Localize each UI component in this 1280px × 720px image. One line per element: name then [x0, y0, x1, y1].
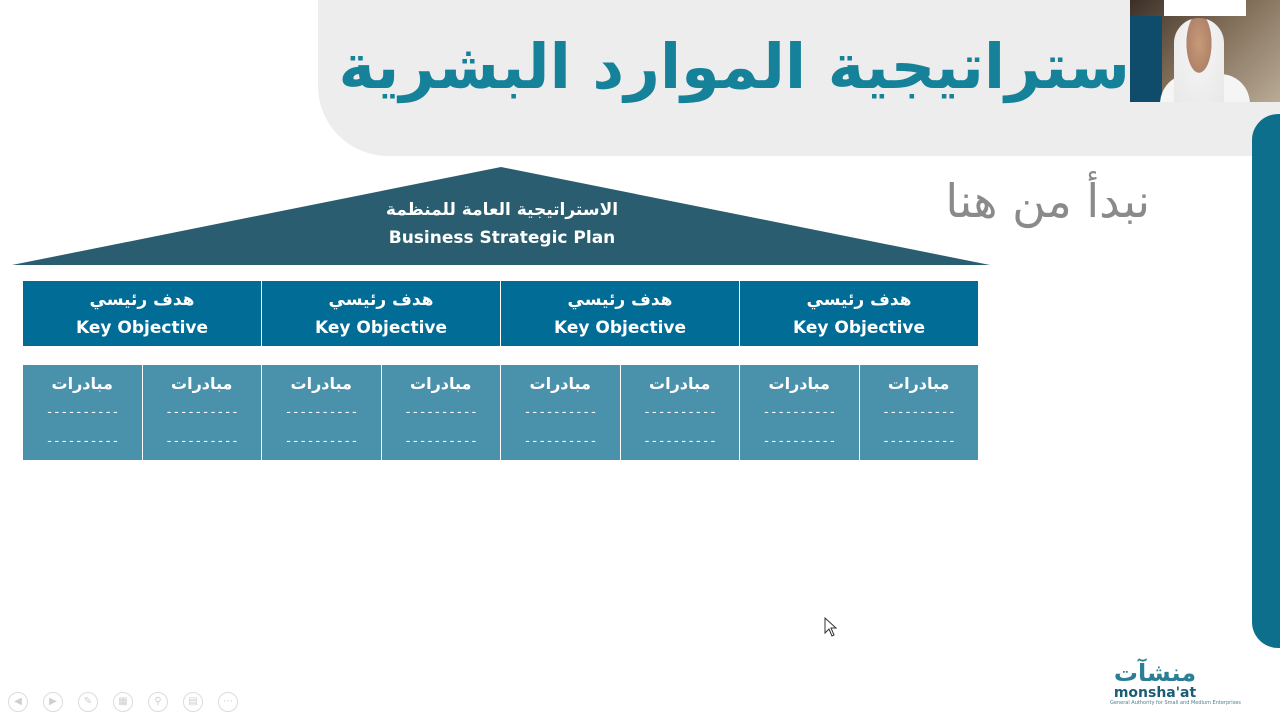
webcam-top-bar — [1164, 0, 1246, 16]
initiative-placeholder-line: ---------- — [165, 434, 239, 449]
logo-tagline: General Authority for Small and Medium Enterprises — [1110, 700, 1241, 706]
objective-label-english: Key Objective — [75, 317, 209, 338]
initiative-cell — [500, 365, 620, 460]
roof-label-arabic: الاستراتيجية العامة للمنظمة — [385, 200, 619, 220]
pen-icon[interactable]: ✎ — [78, 692, 98, 712]
initiatives-row — [23, 365, 978, 460]
initiative-label: مبادرات — [649, 374, 711, 393]
slide-subtitle: نبدأ من هنا — [945, 174, 1150, 228]
monshaat-logo — [1110, 659, 1241, 712]
initiative-label: مبادرات — [171, 374, 233, 393]
previous-icon[interactable]: ◀ — [8, 692, 28, 712]
next-icon[interactable]: ▶ — [43, 692, 63, 712]
initiative-placeholder-line: ---------- — [882, 405, 956, 420]
initiative-label: مبادرات — [888, 374, 950, 393]
initiative-placeholder-line: ---------- — [762, 405, 836, 420]
slides-icon[interactable]: ▦ — [113, 692, 133, 712]
initiative-placeholder-line: ---------- — [284, 434, 358, 449]
initiative-placeholder-line: ---------- — [762, 434, 836, 449]
initiative-placeholder-line: ---------- — [165, 405, 239, 420]
objective-label-english: Key Objective — [553, 317, 687, 338]
side-accent-bar — [1252, 114, 1280, 648]
presenter-video — [1174, 18, 1224, 102]
objective-label-arabic: هدف رئيسي — [806, 289, 912, 310]
initiative-placeholder-line: ---------- — [404, 405, 478, 420]
initiative-cell — [261, 365, 381, 460]
initiative-label: مبادرات — [768, 374, 830, 393]
initiative-placeholder-line: ---------- — [45, 405, 119, 420]
slide-title: ستراتيجية الموارد البشرية — [338, 30, 1130, 103]
initiative-label: مبادرات — [529, 374, 591, 393]
objective-cell — [500, 281, 739, 346]
initiative-label: مبادرات — [51, 374, 113, 393]
initiative-placeholder-line: ---------- — [523, 434, 597, 449]
initiative-cell — [739, 365, 859, 460]
objective-cell — [739, 281, 978, 346]
objective-label-english: Key Objective — [314, 317, 448, 338]
initiative-placeholder-line: ---------- — [882, 434, 956, 449]
objective-label-arabic: هدف رئيسي — [89, 289, 195, 310]
initiative-cell — [23, 365, 142, 460]
initiative-placeholder-line: ---------- — [523, 405, 597, 420]
objective-cell — [23, 281, 261, 346]
zoom-icon[interactable]: ⚲ — [148, 692, 168, 712]
initiative-placeholder-line: ---------- — [643, 434, 717, 449]
initiative-placeholder-line: ---------- — [284, 405, 358, 420]
objective-label-arabic: هدف رئيسي — [567, 289, 673, 310]
initiative-cell — [142, 365, 262, 460]
webcam-background-poster — [1130, 16, 1162, 102]
objective-label-arabic: هدف رئيسي — [328, 289, 434, 310]
mouse-cursor-icon — [824, 617, 838, 637]
objectives-row — [23, 281, 978, 346]
roof-label — [300, 196, 704, 252]
objective-label-english: Key Objective — [792, 317, 926, 338]
subtitles-icon[interactable]: ▤ — [183, 692, 203, 712]
more-icon[interactable]: ⋯ — [218, 692, 238, 712]
initiative-placeholder-line: ---------- — [404, 434, 478, 449]
slideshow-toolbar — [8, 692, 238, 712]
initiative-label: مبادرات — [290, 374, 352, 393]
initiative-cell — [620, 365, 740, 460]
roof-label-english: Business Strategic Plan — [388, 228, 616, 248]
logo-arabic-wordmark: منشآت — [1113, 659, 1197, 687]
initiative-cell — [381, 365, 501, 460]
logo-latin-wordmark: monsha'at — [1113, 685, 1197, 701]
initiative-placeholder-line: ---------- — [643, 405, 717, 420]
objective-cell — [261, 281, 500, 346]
initiative-placeholder-line: ---------- — [45, 434, 119, 449]
initiative-cell — [859, 365, 979, 460]
initiative-label: مبادرات — [410, 374, 472, 393]
presenter-webcam — [1130, 0, 1280, 102]
